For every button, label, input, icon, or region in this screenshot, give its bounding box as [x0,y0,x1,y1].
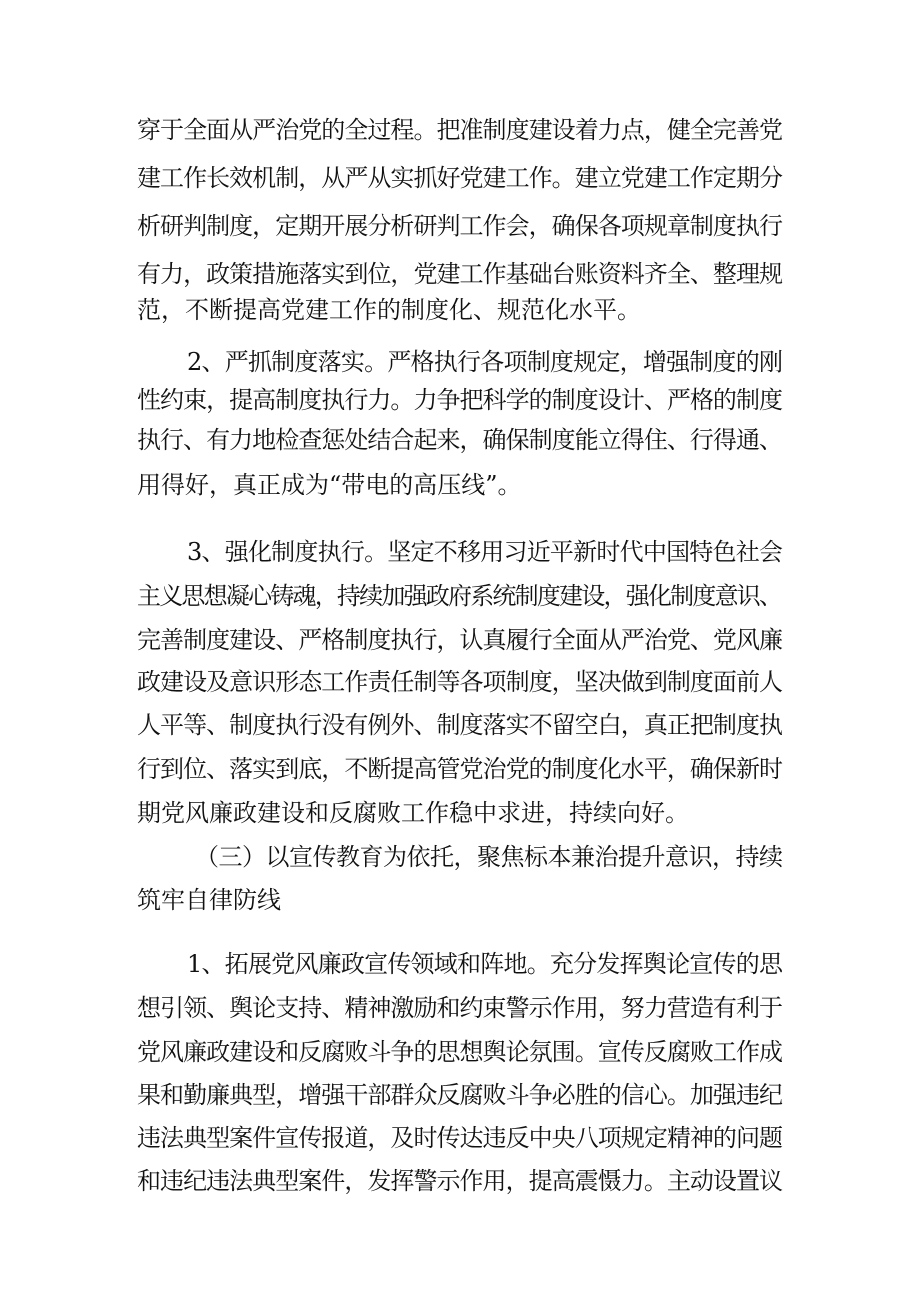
text-line-content: 范，不断提高党建工作的制度化、规范化水平。 [137,296,641,324]
text-line [0,110,920,150]
text-line-content: 果和勤廉典型，增强干部群众反腐败斗争必胜的信心。加强违纪 [137,1081,783,1109]
text-line [0,532,920,572]
text-line-content: 穿于全面从严治党的全过程。把准制度建设着力点，健全完善党 [137,116,783,144]
section-heading-line [0,880,920,920]
text-line-content: 和违纪违法典型案件，发挥警示作用，提高震慑力。主动设置议 [137,1167,783,1195]
text-line [0,158,920,198]
text-line-content: 想引领、舆论支持、精神激励和约束警示作用，努力营造有利于 [137,994,783,1022]
text-line [0,1161,920,1201]
text-line [0,576,920,616]
text-line-content: 有力，政策措施落实到位，党建工作基础台账资料齐全、整理规 [137,260,783,288]
section-heading: （三）以宣传教育为依托，聚焦标本兼治提升意识，持续 [195,843,783,871]
text-line-content: 3、强化制度执行。坚定不移用习近平新时代中国特色社会 [187,538,783,566]
text-line [0,206,920,246]
text-line-content: 完善制度建设、严格制度执行，认真履行全面从严治党、党风廉 [137,626,783,654]
text-line [0,705,920,745]
section-heading-line [0,837,920,877]
text-line-content: 期党风廉政建设和反腐败工作稳中求进，持续向好。 [137,799,689,827]
text-line-content: 违法典型案件宣传报道，及时传达违反中央八项规定精神的问题 [137,1124,783,1152]
text-line [0,944,920,984]
text-line-content: 政建设及意识形态工作责任制等各项制度，坚决做到制度面前人 [137,668,783,696]
text-line [0,662,920,702]
text-line [0,290,920,330]
text-line [0,420,920,460]
text-line [0,380,920,420]
text-line [0,988,920,1028]
text-line-content: 2、严抓制度落实。严格执行各项制度规定，增强制度的刚 [187,348,783,376]
text-line-content: 性约束，提高制度执行力。力争把科学的制度设计、严格的制度 [137,386,783,414]
text-line-content: 执行、有力地检查惩处结合起来，确保制度能立得住、行得通、 [137,426,783,454]
text-line-content: 党风廉政建设和反腐败斗争的思想舆论氛围。宣传反腐败工作成 [137,1038,783,1066]
text-line [0,1032,920,1072]
section-heading-continued: 筑牢自律防线 [137,886,281,914]
text-line [0,620,920,660]
text-line-content: 主义思想凝心铸魂，持续加强政府系统制度建设，强化制度意识、 [137,582,782,610]
text-line-content: 行到位、落实到底，不断提高管党治党的制度化水平，确保新时 [137,755,783,783]
text-line [0,254,920,294]
text-line-content: 建工作长效机制，从严从实抓好党建工作。建立党建工作定期分 [137,164,783,192]
text-line-content: 人平等、制度执行没有例外、制度落实不留空白，真正把制度执 [137,711,783,739]
text-line [0,342,920,382]
text-line [0,749,920,789]
text-line [0,1118,920,1158]
text-line [0,1075,920,1115]
text-line-content: 析研判制度，定期开展分析研判工作会，确保各项规章制度执行 [137,212,783,240]
text-line [0,465,920,505]
text-line-content: 用得好，真正成为“带电的高压线”。 [137,471,522,499]
text-line-content: 1、拓展党风廉政宣传领域和阵地。充分发挥舆论宣传的思 [187,950,783,978]
text-line [0,793,920,833]
